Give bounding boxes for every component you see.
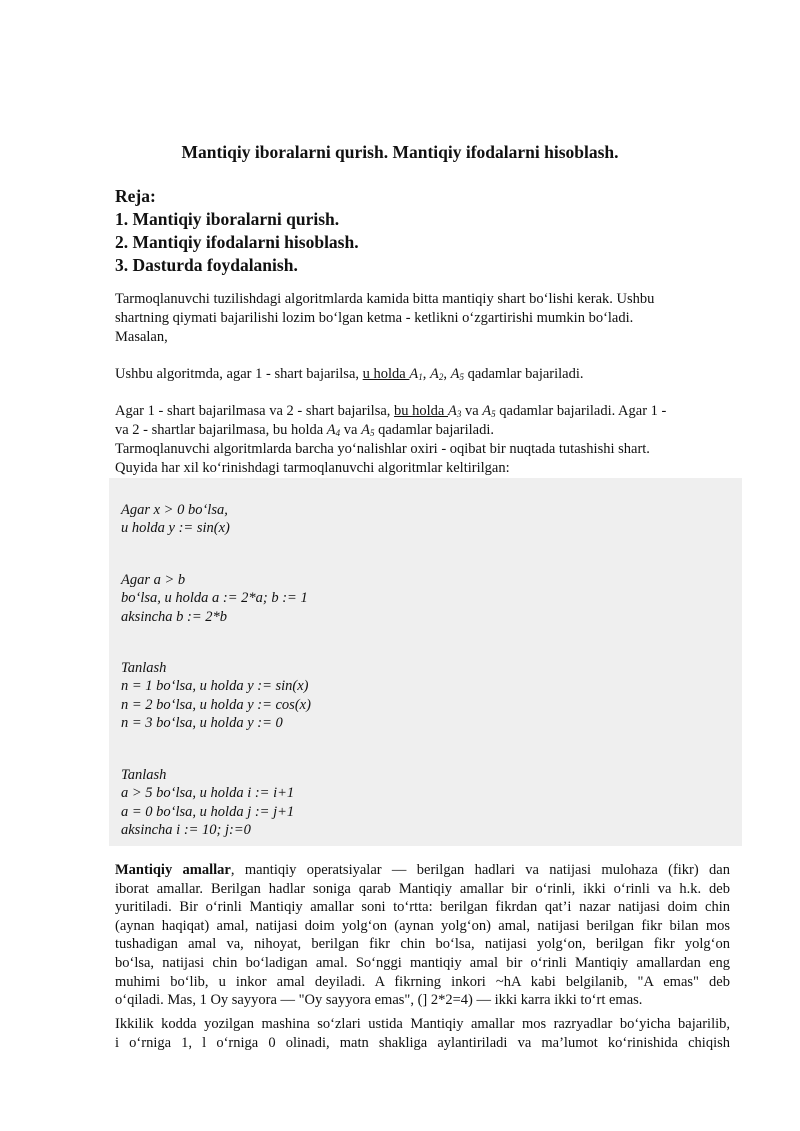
text-line: iborat amallar. Berilgan hadlar soniga qarab Mantiqiy amallar bir o‘rinli, ikki o‘rinli va h.k. deb bbox=[115, 880, 730, 897]
step-symbol: $A_3$ bbox=[448, 403, 462, 419]
code-block bbox=[121, 659, 311, 732]
code-line: aksincha i := 10; j:=0 bbox=[121, 821, 251, 838]
text-line: bo‘lsa, natijasi chin bo‘ladigan amal. So‘nggi mantiqiy amal bir o‘rinli Mantiqiy amallardan eng bbox=[115, 954, 730, 971]
bold-term: Mantiqiy amallar bbox=[115, 862, 231, 878]
step-symbol: $A_5$ bbox=[450, 366, 464, 382]
code-examples-box bbox=[109, 478, 742, 846]
text-line: Mantiqiy amallar, mantiqiy operatsiyalar — berilgan hadlari va natijasi mulohaza (fikr) dan bbox=[115, 862, 730, 878]
text-line: muhimi bo‘lib, u inkor amal deyiladi. A fikrning inkori ~hA kabi belgilanib, "A emas" deb bbox=[115, 973, 730, 990]
code-line: bo‘lsa, u holda a := 2*a; b := 1 bbox=[121, 590, 308, 607]
text-line: Ikkilik kodda yozilgan mashina so‘zlari ustida Mantiqiy amallar mos razryadlar bo‘yicha bajarilib, bbox=[115, 1016, 730, 1032]
code-line: Tanlash bbox=[121, 767, 167, 783]
text-line: Agar 1 - shart bajarilmasa va 2 - shart bajarilsa, bu holda $A_3$ va $A_5$ qadamlar bajariladi. Agar 1 - bbox=[115, 403, 667, 419]
code-line: u holda y := sin(x) bbox=[121, 520, 230, 537]
text: Ushbu algoritmda, agar 1 - shart bajarilsa, bbox=[115, 366, 363, 382]
text-line: shartning qiymati bajarilishi lozim bo‘lgan ketma - ketlikni o‘zgartirishi mumkin bo‘ladi. bbox=[115, 310, 634, 326]
plan-section bbox=[115, 185, 359, 277]
text-line: Tarmoqlanuvchi algoritmlarda barcha yo‘nalishlar oxiri - oqibat bir nuqtada tutashishi shart. bbox=[115, 441, 650, 457]
step-symbol: $A_2$ bbox=[429, 366, 444, 382]
text-line: Masalan, bbox=[115, 329, 168, 345]
algorithm-paragraph: Ushbu algoritmda, agar 1 - shart bajarilsa, u holda $A_1$, $A_2$, $A_5$ qadamlar bajariladi. bbox=[115, 366, 584, 382]
code-line: Agar a > b bbox=[121, 572, 186, 588]
binary-paragraph bbox=[115, 1015, 730, 1052]
code-block bbox=[121, 571, 308, 626]
text-line: Quyida har xil ko‘rinishdagi tarmoqlanuvchi algoritmlar keltirilgan: bbox=[115, 460, 510, 476]
text-line: Tarmoqlanuvchi tuzilishdagi algoritmlarda kamida bitta mantiqiy shart bo‘lishi kerak. Ushbu bbox=[115, 291, 655, 307]
code-line: n = 3 bo‘lsa, u holda y := 0 bbox=[121, 714, 283, 731]
intro-paragraph bbox=[115, 290, 730, 347]
code-line: a = 0 bo‘lsa, u holda j := j+1 bbox=[121, 803, 295, 820]
plan-item: 1. Mantiqiy iboralarni qurish. bbox=[115, 209, 340, 229]
text-line: i o‘rniga 1, l o‘rniga 0 olinadi, matn shakliga aylantiriladi va ma’lumot ko‘rinishida chiqish bbox=[115, 1034, 730, 1051]
underlined-text: bu holda bbox=[394, 403, 448, 419]
code-line: n = 1 bo‘lsa, u holda y := sin(x) bbox=[121, 678, 309, 695]
code-block bbox=[121, 501, 230, 538]
document-title: Mantiqiy iboralarni qurish. Mantiqiy ifodalarni hisoblash. bbox=[181, 142, 619, 162]
condition-paragraph bbox=[115, 402, 730, 478]
logic-operations-paragraph bbox=[115, 861, 730, 1010]
text-line: (aynan haqiqat) amal, natijasi doim yolg‘on (aynan yolg‘on) amal, natijasi berilgan fikr bilan mos bbox=[115, 917, 730, 934]
plan-item: 3. Dasturda foydalanish. bbox=[115, 255, 298, 275]
step-symbol: $A_1$ bbox=[409, 366, 423, 382]
underlined-text: u holda bbox=[362, 366, 410, 382]
code-line: a > 5 bo‘lsa, u holda i := i+1 bbox=[121, 785, 295, 802]
code-line: n = 2 bo‘lsa, u holda y := cos(x) bbox=[121, 696, 311, 713]
plan-heading: Reja: bbox=[115, 186, 156, 206]
code-block bbox=[121, 766, 294, 839]
step-symbol: $A_5$ bbox=[482, 403, 496, 419]
code-line: aksincha b := 2*b bbox=[121, 608, 228, 625]
text-line: va 2 - shartlar bajarilmasa, bu holda $A_4$ va $A_5$ qadamlar bajariladi. bbox=[115, 422, 495, 438]
text-line: yuritiladi. Bir o‘rinli Mantiqiy amallar soni to‘rtta: berilgan fikrdan qat’i nazar natijasi doim chin bbox=[115, 899, 730, 916]
code-line: Tanlash bbox=[121, 660, 167, 676]
text: qadamlar bajariladi. bbox=[463, 366, 584, 382]
step-symbol: $A_4$ bbox=[326, 422, 341, 438]
plan-item: 2. Mantiqiy ifodalarni hisoblash. bbox=[115, 232, 359, 252]
step-symbol: $A_5$ bbox=[361, 422, 375, 438]
code-line: Agar x > 0 bo‘lsa, bbox=[121, 502, 228, 518]
text-line: tushadigan amal va, nihoyat, berilgan fikr chin bo‘lsa, natijasi yolg‘on, berilgan fikr yolg‘on bbox=[115, 936, 730, 953]
text-line: o‘qiladi. Mas, 1 Oy sayyora — "Oy sayyora emas", (] 2*2=4) — ikki karra ikki to‘rt emas. bbox=[115, 992, 643, 1009]
